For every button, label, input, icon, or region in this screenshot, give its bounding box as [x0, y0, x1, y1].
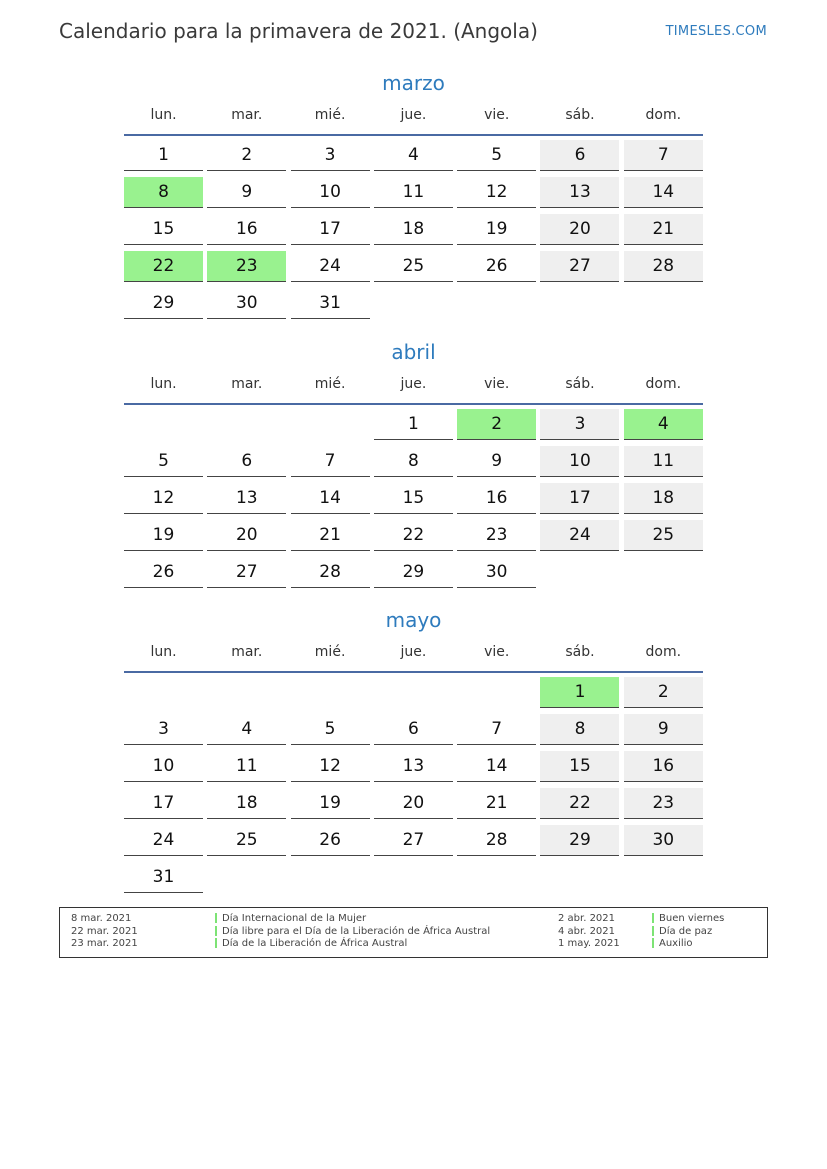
day-cell: 30: [207, 288, 286, 319]
day-cell: 5: [457, 140, 536, 171]
day-grid: [124, 409, 703, 594]
weekday-label: dom.: [645, 644, 682, 660]
day-cell: 27: [540, 251, 619, 282]
page-title: Calendario para la primavera de 2021. (Angola): [59, 19, 538, 43]
empty-cell: [457, 677, 536, 707]
empty-cell: [124, 677, 203, 707]
legend-date: 2 abr. 2021: [558, 913, 616, 924]
day-cell: 21: [291, 520, 370, 551]
day-cell: 28: [291, 557, 370, 588]
day-cell: 12: [124, 483, 203, 514]
legend-name: Día de la Liberación de África Austral: [222, 938, 408, 949]
weekday-label: dom.: [645, 376, 682, 392]
weekday-label: mié.: [314, 376, 346, 392]
day-cell: 1: [374, 409, 453, 440]
day-cell: 23: [624, 788, 703, 819]
day-cell: 10: [291, 177, 370, 208]
day-cell: 7: [457, 714, 536, 745]
legend-item: [652, 938, 693, 951]
day-cell: 11: [207, 751, 286, 782]
legend-item: [215, 926, 490, 939]
day-cell: 30: [624, 825, 703, 856]
day-cell: 16: [207, 214, 286, 245]
legend-name: Auxilio: [659, 938, 693, 949]
legend-marker: [215, 938, 217, 948]
weekday-label: sáb.: [565, 107, 595, 123]
legend-name: Día Internacional de la Mujer: [222, 913, 367, 924]
day-cell: 9: [457, 446, 536, 477]
day-cell: 10: [124, 751, 203, 782]
month-may: [124, 606, 703, 899]
holiday-day-cell: 4: [624, 409, 703, 440]
day-cell: 28: [457, 825, 536, 856]
legend-marker: [215, 926, 217, 936]
holiday-day-cell: 1: [540, 677, 619, 708]
weekday-label: jue.: [400, 107, 427, 123]
weekday-label: mié.: [314, 107, 346, 123]
day-cell: 26: [291, 825, 370, 856]
day-cell: 14: [624, 177, 703, 208]
day-cell: 10: [540, 446, 619, 477]
empty-cell: [374, 677, 453, 707]
weekday-header: [124, 642, 703, 662]
legend-marker: [652, 938, 654, 948]
weekday-label: dom.: [645, 107, 682, 123]
weekday-label: vie.: [484, 107, 510, 123]
day-cell: 13: [540, 177, 619, 208]
day-cell: 27: [374, 825, 453, 856]
day-cell: 6: [374, 714, 453, 745]
weekday-label: sáb.: [565, 644, 595, 660]
day-cell: 14: [457, 751, 536, 782]
holiday-legend: [59, 907, 768, 958]
legend-item: [215, 913, 366, 926]
legend-marker: [652, 913, 654, 923]
legend-date: 8 mar. 2021: [71, 913, 132, 924]
weekday-header: [124, 105, 703, 125]
day-cell: 19: [291, 788, 370, 819]
header-divider: [124, 403, 703, 405]
day-cell: 20: [374, 788, 453, 819]
month-name: abril: [391, 340, 436, 364]
legend-name: Buen viernes: [659, 913, 725, 924]
legend-date: 1 may. 2021: [558, 938, 620, 949]
day-cell: 3: [291, 140, 370, 171]
legend-name: Día libre para el Día de la Liberación de África Austral: [222, 925, 491, 937]
weekday-label: mié.: [314, 644, 346, 660]
weekday-label: mar.: [231, 376, 263, 392]
legend-date: 22 mar. 2021: [71, 925, 138, 937]
day-cell: 13: [374, 751, 453, 782]
day-cell: 28: [624, 251, 703, 282]
day-cell: 7: [291, 446, 370, 477]
empty-cell: [291, 677, 370, 707]
day-cell: 2: [624, 677, 703, 708]
day-cell: 20: [207, 520, 286, 551]
day-grid: [124, 677, 703, 899]
empty-cell: [207, 409, 286, 439]
day-cell: 31: [291, 288, 370, 319]
day-cell: 16: [624, 751, 703, 782]
weekday-label: lun.: [150, 376, 177, 392]
holiday-day-cell: 22: [124, 251, 203, 282]
day-cell: 18: [207, 788, 286, 819]
day-cell: 14: [291, 483, 370, 514]
day-cell: 30: [457, 557, 536, 588]
weekday-label: vie.: [484, 644, 510, 660]
day-cell: 26: [124, 557, 203, 588]
holiday-day-cell: 2: [457, 409, 536, 440]
day-cell: 25: [207, 825, 286, 856]
day-cell: 22: [374, 520, 453, 551]
brand-link[interactable]: TIMESLES.COM: [665, 24, 767, 39]
day-cell: 21: [624, 214, 703, 245]
day-cell: 11: [374, 177, 453, 208]
day-grid: [124, 140, 703, 325]
legend-name: Día de paz: [659, 925, 713, 937]
day-cell: 20: [540, 214, 619, 245]
month-name: mayo: [385, 608, 442, 632]
day-cell: 22: [540, 788, 619, 819]
weekday-label: sáb.: [565, 376, 595, 392]
weekday-header: [124, 374, 703, 394]
day-cell: 6: [540, 140, 619, 171]
day-cell: 4: [207, 714, 286, 745]
month-march: [124, 69, 703, 325]
holiday-day-cell: 23: [207, 251, 286, 282]
day-cell: 19: [457, 214, 536, 245]
empty-cell: [124, 409, 203, 439]
day-cell: 1: [124, 140, 203, 171]
day-cell: 17: [540, 483, 619, 514]
day-cell: 29: [540, 825, 619, 856]
legend-marker: [215, 913, 217, 923]
weekday-label: jue.: [400, 376, 427, 392]
day-cell: 15: [374, 483, 453, 514]
day-cell: 29: [124, 288, 203, 319]
day-cell: 23: [457, 520, 536, 551]
weekday-label: jue.: [400, 644, 427, 660]
day-cell: 31: [124, 862, 203, 893]
day-cell: 19: [124, 520, 203, 551]
day-cell: 16: [457, 483, 536, 514]
day-cell: 25: [374, 251, 453, 282]
header-divider: [124, 671, 703, 673]
day-cell: 9: [207, 177, 286, 208]
day-cell: 5: [291, 714, 370, 745]
day-cell: 15: [124, 214, 203, 245]
legend-date: 4 abr. 2021: [558, 925, 616, 937]
day-cell: 3: [540, 409, 619, 440]
day-cell: 29: [374, 557, 453, 588]
day-cell: 18: [374, 214, 453, 245]
legend-marker: [652, 926, 654, 936]
holiday-day-cell: 8: [124, 177, 203, 208]
month-april: [124, 338, 703, 594]
day-cell: 18: [624, 483, 703, 514]
day-cell: 8: [374, 446, 453, 477]
day-cell: 6: [207, 446, 286, 477]
weekday-label: vie.: [484, 376, 510, 392]
day-cell: 3: [124, 714, 203, 745]
header-divider: [124, 134, 703, 136]
day-cell: 17: [124, 788, 203, 819]
day-cell: 7: [624, 140, 703, 171]
day-cell: 12: [291, 751, 370, 782]
day-cell: 11: [624, 446, 703, 477]
day-cell: 27: [207, 557, 286, 588]
day-cell: 12: [457, 177, 536, 208]
day-cell: 9: [624, 714, 703, 745]
day-cell: 8: [540, 714, 619, 745]
day-cell: 25: [624, 520, 703, 551]
day-cell: 5: [124, 446, 203, 477]
day-cell: 24: [291, 251, 370, 282]
weekday-label: mar.: [231, 644, 263, 660]
weekday-label: mar.: [231, 107, 263, 123]
day-cell: 24: [124, 825, 203, 856]
empty-cell: [291, 409, 370, 439]
weekday-label: lun.: [150, 107, 177, 123]
legend-item: [652, 913, 724, 926]
weekday-label: lun.: [150, 644, 177, 660]
legend-item: [215, 938, 407, 951]
legend-item: [652, 926, 712, 939]
day-cell: 2: [207, 140, 286, 171]
empty-cell: [207, 677, 286, 707]
day-cell: 26: [457, 251, 536, 282]
day-cell: 17: [291, 214, 370, 245]
day-cell: 21: [457, 788, 536, 819]
legend-date: 23 mar. 2021: [71, 938, 138, 949]
day-cell: 15: [540, 751, 619, 782]
day-cell: 4: [374, 140, 453, 171]
day-cell: 13: [207, 483, 286, 514]
month-name: marzo: [382, 71, 445, 95]
day-cell: 24: [540, 520, 619, 551]
